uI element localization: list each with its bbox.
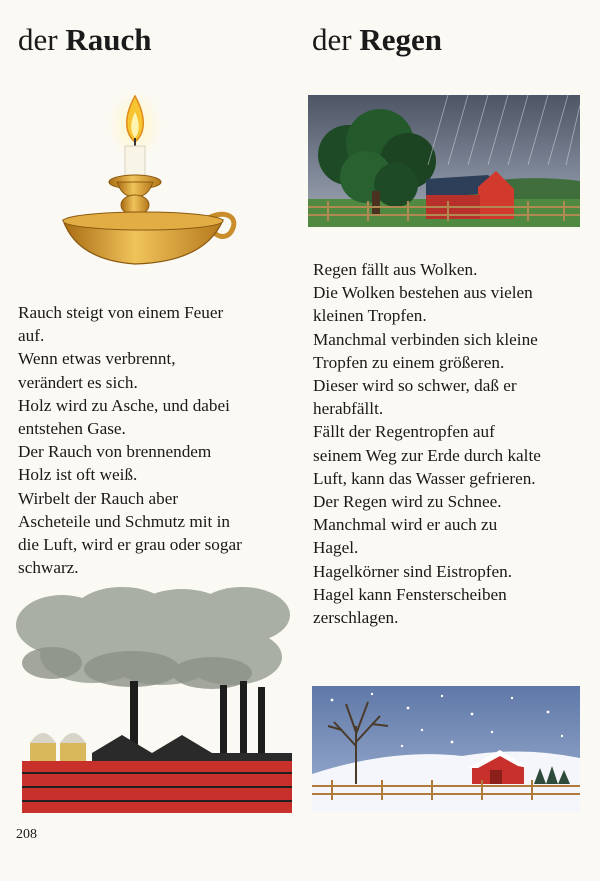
text-line: Regen fällt aus Wolken. xyxy=(313,260,478,279)
text-line: Dieser wird so schwer, daß er xyxy=(313,376,517,396)
text-line: Holz wird zu Asche, und dabei xyxy=(18,395,230,415)
text-line: Hagel kann Fensterscheiben xyxy=(313,584,507,604)
chimney xyxy=(130,681,138,749)
text-line: kleinen Tropfen. xyxy=(313,306,427,326)
heading-word: Rauch xyxy=(65,22,152,57)
text-line: auf. xyxy=(18,326,45,346)
tree-trunk xyxy=(372,191,380,215)
text-line: schwarz. xyxy=(18,558,79,578)
text-line: Rauch steigt von einem Feuer xyxy=(18,303,224,322)
chimney xyxy=(258,687,265,755)
page-number: 208 xyxy=(16,827,37,842)
text-line: Manchmal verbinden sich kleine xyxy=(313,329,538,349)
rain-illustration xyxy=(308,95,580,227)
heading-article: der xyxy=(312,22,352,57)
text-line: Wenn etwas verbrennt, xyxy=(18,349,176,369)
text-line: Holz ist oft weiß. xyxy=(18,465,138,485)
text-line: seinem Weg zur Erde durch kalte xyxy=(313,445,541,465)
heading-word: Regen xyxy=(359,22,442,57)
heading-rauch xyxy=(18,20,151,60)
candle-illustration xyxy=(55,90,245,270)
regen-paragraph xyxy=(313,258,585,629)
text-line: Der Regen wird zu Schnee. xyxy=(313,492,502,512)
text-line: Wirbelt der Rauch aber xyxy=(18,488,179,508)
text-line: herabfällt. xyxy=(313,399,384,419)
text-line: die Luft, wird er grau oder sogar xyxy=(18,535,242,555)
candle-cup-body xyxy=(117,182,153,196)
candle-dish-rim xyxy=(63,212,223,230)
text-line: Luft, kann das Wasser gefrieren. xyxy=(313,468,536,488)
text-line: Ascheteile und Schmutz mit in xyxy=(18,511,230,531)
rauch-paragraph xyxy=(18,301,290,579)
text-line: Manchmal wird er auch zu xyxy=(313,515,498,535)
snow-illustration xyxy=(312,686,580,812)
heading-regen xyxy=(312,20,442,60)
text-line: Der Rauch von brennendem xyxy=(18,442,212,462)
text-line: zerschlagen. xyxy=(313,608,399,628)
barn-door xyxy=(490,770,502,784)
heading-article: der xyxy=(18,22,58,57)
chimney xyxy=(240,681,247,755)
factory-smoke-illustration xyxy=(12,585,292,825)
text-line: Tropfen zu einem größeren. xyxy=(313,352,505,372)
text-line: verändert es sich. xyxy=(18,372,138,392)
text-line: Die Wolken bestehen aus vielen xyxy=(313,283,533,303)
text-line: Fällt der Regentropfen auf xyxy=(313,422,495,442)
text-line: Hagelkörner sind Eistropfen. xyxy=(313,561,513,581)
chimney xyxy=(220,685,227,755)
text-line: Hagel. xyxy=(313,538,359,558)
text-line: entstehen Gase. xyxy=(18,419,126,439)
